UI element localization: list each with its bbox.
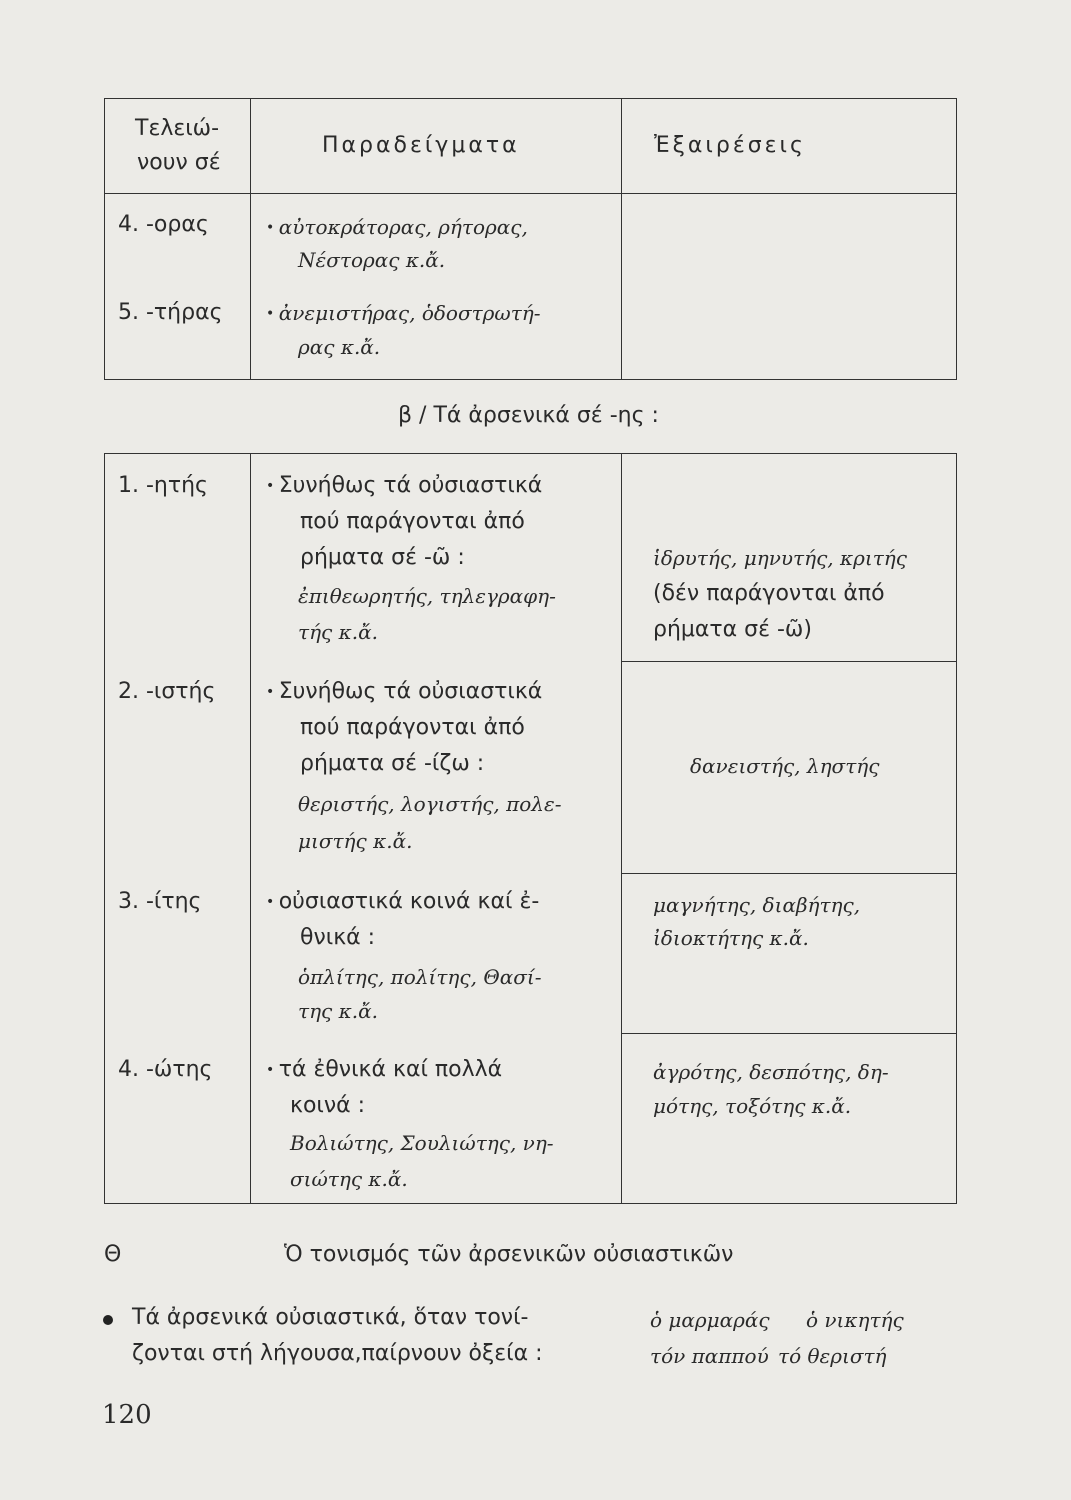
exception-itis-line2: (δέν παράγονται ἀπό xyxy=(653,581,885,606)
exception-otis-line2: μότης, τοξότης κ.ἄ. xyxy=(653,1094,852,1118)
ending-tiras: 5. -τήρας xyxy=(118,300,223,325)
page-number: 120 xyxy=(102,1400,152,1430)
rule-itis-line3: ρήματα σέ -ῶ : xyxy=(300,545,465,570)
example-nikitis: ὁ νικητής xyxy=(806,1308,904,1332)
example-oras-line1: • αὐτοκράτορας, ρήτορας, xyxy=(266,212,528,245)
exception-itis-line1: ἱδρυτής, μηνυτής, κριτής xyxy=(653,546,907,570)
example-itis2-line1: ὁπλίτης, πολίτης, Θασί- xyxy=(298,965,542,989)
example-tiras-line1: • ἀνεμιστήρας, ὁδοστρωτή- xyxy=(266,298,541,331)
rule-istis-line1: • Συνήθως τά οὐσιαστικά xyxy=(266,677,542,709)
exception-itis2-line2: ἰδιοκτήτης κ.ἄ. xyxy=(653,926,809,950)
rule-itis-line1: • Συνήθως τά οὐσιαστικά xyxy=(266,471,542,503)
example-istis-line2: μιστής κ.ἄ. xyxy=(298,829,413,853)
rule-text-line2: ζονται στή λήγουσα,παίρνουν ὀξεία : xyxy=(132,1341,543,1366)
theta-symbol: Θ xyxy=(104,1242,122,1267)
rule-otis-line2: κοινά : xyxy=(290,1093,366,1118)
example-itis2-line2: της κ.ἄ. xyxy=(298,999,378,1023)
accent-section-title: Ὁ τονισμός τῶν ἀρσενικῶν οὐσιαστικῶν xyxy=(284,1242,734,1267)
ending-istis: 2. -ιστής xyxy=(118,679,216,704)
section-b-heading: β / Τά ἀρσενικά σέ -ης : xyxy=(398,403,659,428)
ending-itis: 1. -ητής xyxy=(118,473,208,498)
rule-otis-line1: • τά ἐθνικά καί πολλά xyxy=(266,1055,502,1087)
header-examples: Παραδείγματα xyxy=(322,133,520,158)
example-itis-line2: τής κ.ἄ. xyxy=(298,620,378,644)
exception-itis-line3: ρήματα σέ -ῶ) xyxy=(653,617,812,642)
exception-otis-line1: ἀγρότης, δεσπότης, δη- xyxy=(653,1060,889,1084)
ending-otis: 4. -ώτης xyxy=(118,1057,213,1082)
exception-itis2-line1: μαγνήτης, διαβήτης, xyxy=(653,893,861,917)
endings-table-1 xyxy=(104,98,957,380)
rule-text-line1: Τά ἀρσενικά οὐσιαστικά, ὅταν τονί- xyxy=(132,1305,529,1330)
example-marmaras: ὁ μαρμαράς xyxy=(650,1308,770,1332)
example-tiras-line2: ρας κ.ἄ. xyxy=(298,335,381,359)
example-otis-line1: Βολιώτης, Σουλιώτης, νη- xyxy=(290,1131,554,1155)
rule-itis-line2: πού παράγονται ἀπό xyxy=(300,509,525,534)
header-endings-line1: Τελειώ- xyxy=(135,116,220,141)
example-itis-line1: ἐπιθεωρητής, τηλεγραφη- xyxy=(298,584,556,608)
example-otis-line2: σιώτης κ.ἄ. xyxy=(290,1167,408,1191)
rule-itis2-line1: • οὐσιαστικά κοινά καί ἐ- xyxy=(266,887,539,919)
header-endings-line2: νουν σέ xyxy=(137,150,221,175)
example-pappou: τόν παππού xyxy=(650,1344,769,1368)
example-oras-line2: Νέστορας κ.ἄ. xyxy=(298,248,446,272)
exception-istis: δανειστής, ληστής xyxy=(690,754,880,778)
rule-itis2-line2: θνικά : xyxy=(300,925,376,950)
ending-oras: 4. -ορας xyxy=(118,212,209,237)
ending-itis-2: 3. -ίτης xyxy=(118,889,202,914)
rule-istis-line2: πού παράγονται ἀπό xyxy=(300,715,525,740)
example-istis-line1: θεριστής, λογιστής, πολε- xyxy=(298,792,562,816)
bullet-icon xyxy=(103,1315,113,1325)
rule-istis-line3: ρήματα σέ -ίζω : xyxy=(300,751,485,776)
header-exceptions: Ἐξαιρέσεις xyxy=(654,133,806,158)
example-theristi: τό θεριστή xyxy=(778,1344,887,1368)
